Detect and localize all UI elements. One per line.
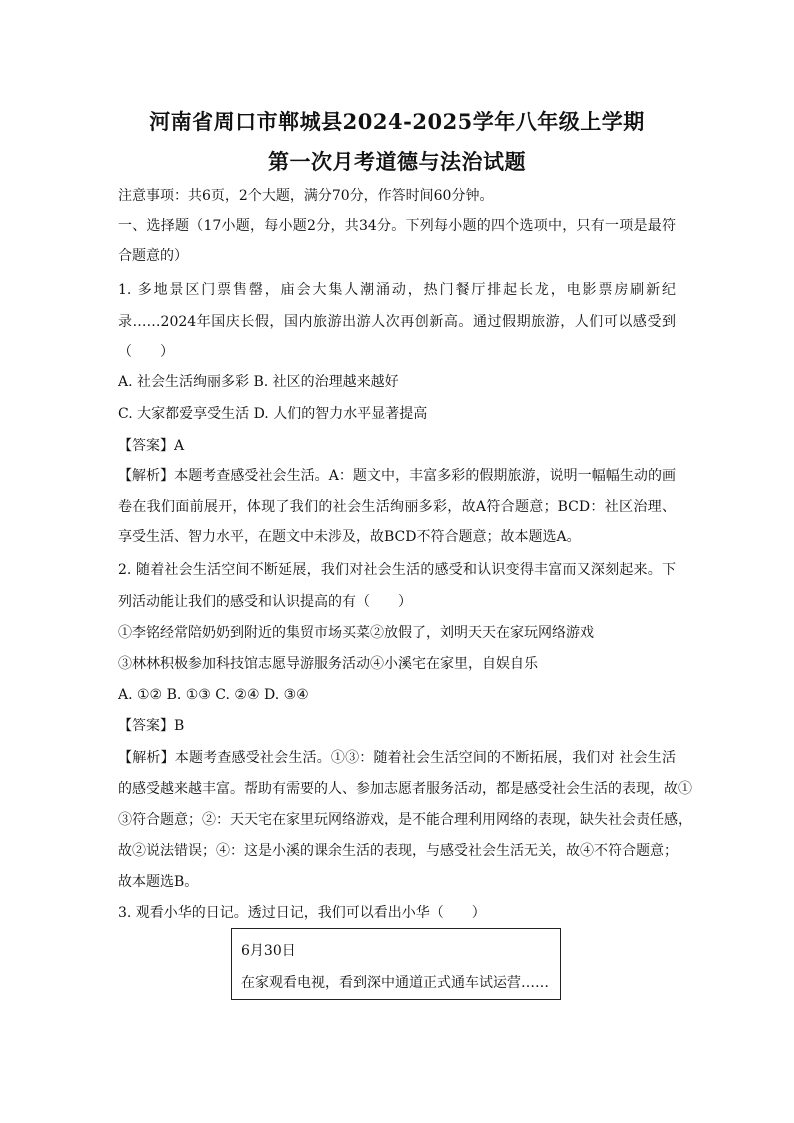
section-1-instructions-cont: 合题意的） [118, 248, 188, 264]
q1-stem-bracket: （ ） [118, 344, 174, 360]
notice: 注意事项：共6页，2个大题，满分70分，作答时间60分钟。 [118, 188, 494, 204]
q2-items-12: ①李铭经常陪奶奶到附近的集贸市场买菜②放假了，刘明天天在家玩网络游戏 [118, 625, 594, 641]
q1-stem: 1. 多地景区门票售罄，庙会大集人潮涌动，热门餐厅排起长龙，电影票房刷新纪 [118, 282, 676, 298]
title-line-2: 第一次月考道德与法治试题 [268, 149, 526, 174]
q1-stem-cont: 录……2024年国庆长假，国内旅游出游人次再创新高。通过假期旅游，人们可以感受到 [118, 314, 676, 330]
q3-stem: 3. 观看小华的日记。透过日记，我们可以看出小华（ ） [118, 905, 486, 921]
diary-text: 在家观看电视，看到深中通道正式通车试运营…… [241, 975, 549, 991]
q1-options-cd: C. 大家都爱享受生活 D. 人们的智力水平显著提高 [118, 406, 428, 422]
q2-analysis: 【解析】本题考查感受社会生活。①③：随着社会生活空间的不断拓展，我们对 社会生活 [118, 750, 676, 766]
q2-analysis-end: 故本题选B。 [118, 874, 199, 890]
q2-stem: 2. 随着社会生活空间不断延展，我们对社会生活的感受和认识变得丰富而又深刻起来。下 [118, 562, 676, 578]
q2-analysis-cont-1: 的感受越来越丰富。帮助有需要的人、参加志愿者服务活动，都是感受社会生活的表现，故① [118, 781, 692, 797]
section-1-instructions: 一、选择题（17小题，每小题2分，共34分。下列每小题的四个选项中，只有一项是最符 [118, 218, 676, 234]
q2-options: A. ①② B. ①③ C. ②④ D. ③④ [118, 687, 309, 703]
diary-date: 6月30日 [241, 943, 296, 959]
q1-analysis: 【解析】本题考查感受社会生活。A：题文中，丰富多彩的假期旅游，说明一幅幅生动的画 [118, 468, 676, 484]
q1-analysis-end: 享受生活、智力水平，在题文中未涉及，故BCD不符合题意；故本题选A。 [118, 529, 581, 545]
q1-options-ab: A. 社会生活绚丽多彩 B. 社区的治理越来越好 [118, 374, 399, 390]
q2-analysis-cont-3: 故②说法错误；④：这是小溪的课余生活的表现，与感受社会生活无关，故④不符合题意； [118, 843, 678, 859]
q1-answer: 【答案】A [118, 438, 185, 454]
title-line-1: 河南省周口市郸城县2024-2025学年八年级上学期 [149, 109, 645, 134]
q2-analysis-cont-2: ③符合题意；②：天天宅在家里玩网络游戏，是不能合理利用网络的表现，缺失社会责任感， [118, 812, 692, 828]
q1-analysis-cont: 卷在我们面前展开，体现了我们的社会生活绚丽多彩，故A符合题意；BCD：社区治理、 [118, 499, 676, 515]
q2-stem-cont: 列活动能让我们的感受和认识提高的有（ ） [118, 594, 412, 610]
q2-answer: 【答案】B [118, 718, 185, 734]
diary-box [231, 928, 561, 1000]
q2-items-34: ③林林积极参加科技馆志愿导游服务活动④小溪宅在家里，自娱自乐 [118, 656, 538, 672]
